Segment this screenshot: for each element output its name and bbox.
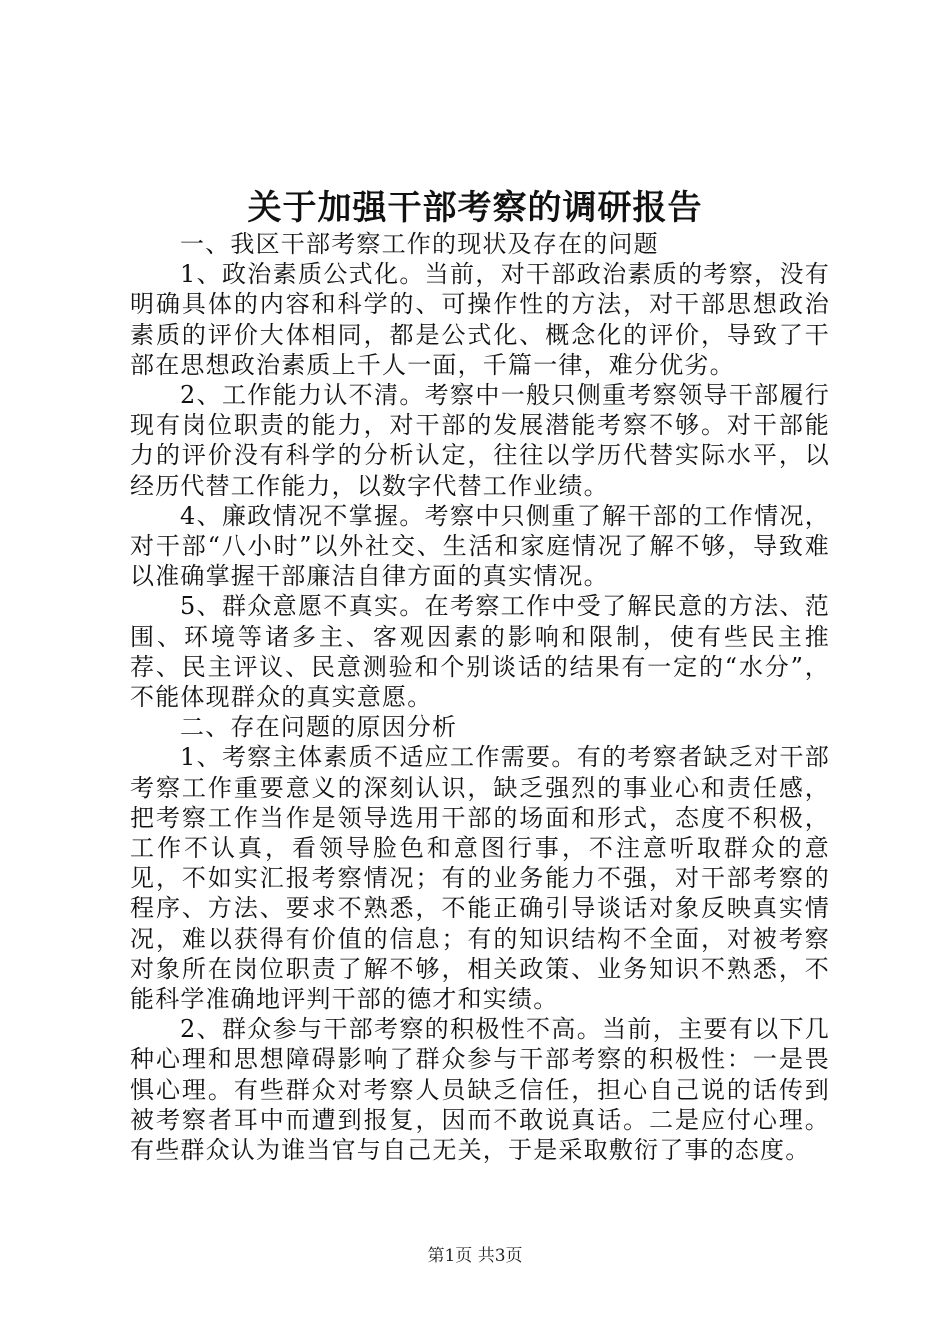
- section-heading-1: 一、我区干部考察工作的现状及存在的问题: [180, 230, 659, 258]
- page-footer: 第1页 共3页: [427, 1246, 523, 1266]
- paragraph-examiner-quality: 1、考察主体素质不适应工作需要。有的考察者缺乏对干部考察工作重要意义的深刻认识，缺乏强烈的事业心和责任感，把考察工作当作是领导选用干部的场面和形式，态度不积极，工作不认真，看领导脸色和意图行事，不注意听取群众的意见，不如实汇报考察情况；有的业务能力不强，对干部考察的程序、方法、要求不熟悉，不能正确引导谈话对象反映真实情况，难以获得有价值的信息；有的知识结构不全面，对被考察对象所在岗位职责了解不够，相关政策、业务知识不熟悉，不能科学准确地评判干部的德才和实绩。: [130, 743, 830, 1014]
- paragraph-public-participation: 2、群众参与干部考察的积极性不高。当前，主要有以下几种心理和思想障碍影响了群众参与干部考察的积极性：一是畏惧心理。有些群众对考察人员缺乏信任，担心自己说的话传到被考察者耳中而遭到报复，因而不敢说真话。二是应付心理。有些群众认为谁当官与自己无关，于是采取敷衍了事的态度。: [130, 1015, 830, 1165]
- document-title: 关于加强干部考察的调研报告: [247, 188, 703, 228]
- section-heading-2: 二、存在问题的原因分析: [180, 713, 458, 742]
- paragraph-public-will: 5、群众意愿不真实。在考察工作中受了解民意的方法、范围、环境等诸多主、客观因素的影响和限制，使有些民主推荐、民主评议、民意测验和个别谈话的结果有一定的“水分”，不能体现群众的真实意愿。: [130, 592, 830, 712]
- document-body: [130, 229, 830, 1165]
- paragraph-integrity: 4、廉政情况不掌握。考察中只侧重了解干部的工作情况，对干部“八小时”以外社交、生活和家庭情况了解不够，导致难以准确掌握干部廉洁自律方面的真实情况。: [130, 501, 830, 591]
- paragraph-work-ability: 2、工作能力认不清。考察中一般只侧重考察领导干部履行现有岗位职责的能力，对干部的发展潜能考察不够。对干部能力的评价没有科学的分析认定，往往以学历代替实际水平，以经历代替工作能力，以数字代替工作业绩。: [130, 381, 830, 500]
- paragraph-political-quality: 1、政治素质公式化。当前，对干部政治素质的考察，没有明确具体的内容和科学的、可操作性的方法，对干部思想政治素质的评价大体相同，都是公式化、概念化的评价，导致了干部在思想政治素质上千人一面，千篇一律，难分优劣。: [130, 260, 830, 379]
